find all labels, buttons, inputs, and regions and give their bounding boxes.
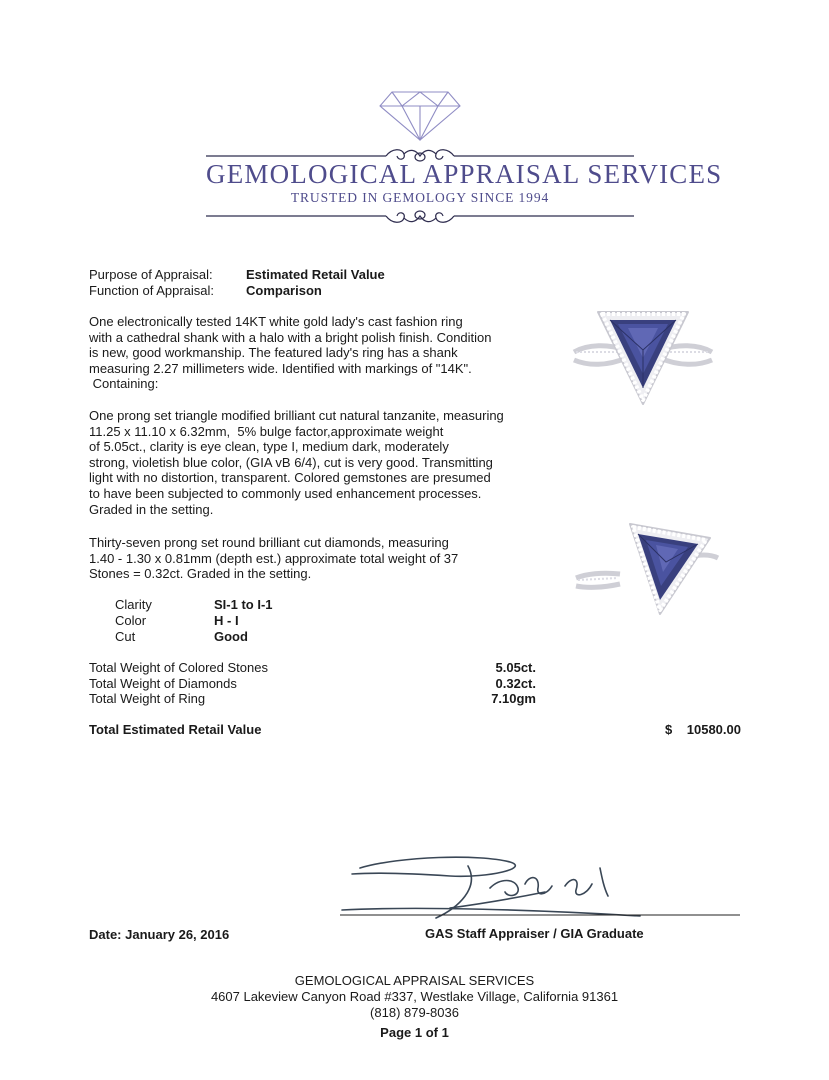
color-value: H - I (214, 613, 239, 628)
signature-image (340, 848, 745, 928)
text-line: 1.40 - 1.30 x 0.81mm (depth est.) approximate total weight of 37 (89, 550, 459, 566)
ring-photo-angle (572, 514, 722, 622)
footer-phone: (818) 879-8036 (370, 1005, 459, 1020)
clarity-label: Clarity (115, 597, 152, 612)
tanzanite-description (89, 408, 504, 517)
purpose-value: Estimated Retail Value (246, 267, 385, 282)
appraiser-title: GAS Staff Appraiser / GIA Graduate (425, 926, 644, 941)
text-line: strong, violetish blue color, (GIA vB 6/4), cut is very good. Transmitting (89, 454, 493, 470)
text-line: light with no distortion, transparent. Colored gemstones are presumed (89, 470, 491, 486)
text-line: One electronically tested 14KT white gold lady's cast fashion ring (89, 314, 463, 329)
text-line: 11.25 x 11.10 x 6.32mm, 5% bulge factor,approximate weight (89, 423, 444, 439)
ring-description (89, 314, 492, 392)
diamond-icon (378, 90, 462, 142)
cut-label: Cut (115, 629, 136, 644)
weight-colored-value: 5.05ct. (495, 660, 536, 675)
text-line: with a cathedral shank with a halo with a bright polish finish. Condition (89, 329, 492, 345)
purpose-label: Purpose of Appraisal: (89, 267, 213, 282)
text-line: One prong set triangle modified brilliant cut natural tanzanite, measuring (89, 408, 504, 423)
ring-photo-front (568, 300, 718, 412)
weight-colored-label: Total Weight of Colored Stones (89, 660, 268, 675)
color-label: Color (115, 613, 147, 628)
function-label: Function of Appraisal: (89, 283, 215, 298)
text-line: measuring 2.27 millimeters wide. Identified with markings of "14K". (89, 360, 472, 376)
appraisal-date: Date: January 26, 2016 (89, 927, 230, 942)
text-line: Containing: (89, 376, 159, 392)
text-line: of 5.05ct., clarity is eye clean, type I, medium dark, moderately (89, 439, 449, 455)
bottom-ornament-rule (206, 206, 634, 226)
weight-diamonds-label: Total Weight of Diamonds (89, 676, 237, 691)
text-line: Graded in the setting. (89, 501, 214, 517)
logo-subtitle: TRUSTED IN GEMOLOGY SINCE 1994 (290, 190, 550, 205)
text-line: Thirty-seven prong set round brilliant cut diamonds, measuring (89, 535, 449, 550)
total-currency: $ (665, 722, 673, 737)
weight-diamonds-value: 0.32ct. (495, 676, 536, 691)
footer-company: GEMOLOGICAL APPRAISAL SERVICES (294, 973, 535, 988)
cut-value: Good (214, 629, 248, 644)
text-line: Stones = 0.32ct. Graded in the setting. (89, 566, 312, 582)
page-number: Page 1 of 1 (380, 1025, 449, 1040)
text-line: is new, good workmanship. The featured lady's ring has a shank (89, 345, 458, 361)
text-line: to have been subjected to commonly used enhancement processes. (89, 485, 482, 501)
function-value: Comparison (246, 283, 322, 298)
logo-title: GEMOLOGICAL APPRAISAL SERVICES (206, 159, 723, 189)
company-logo (200, 88, 723, 228)
diamonds-description (89, 535, 458, 582)
clarity-value: SI-1 to I-1 (214, 597, 273, 612)
total-label: Total Estimated Retail Value (89, 722, 262, 737)
weight-ring-value: 7.10gm (491, 691, 536, 706)
weight-ring-label: Total Weight of Ring (89, 691, 206, 706)
total-amount: 10580.00 (686, 722, 741, 737)
footer-address: 4607 Lakeview Canyon Road #337, Westlake Village, California 91361 (210, 989, 619, 1004)
